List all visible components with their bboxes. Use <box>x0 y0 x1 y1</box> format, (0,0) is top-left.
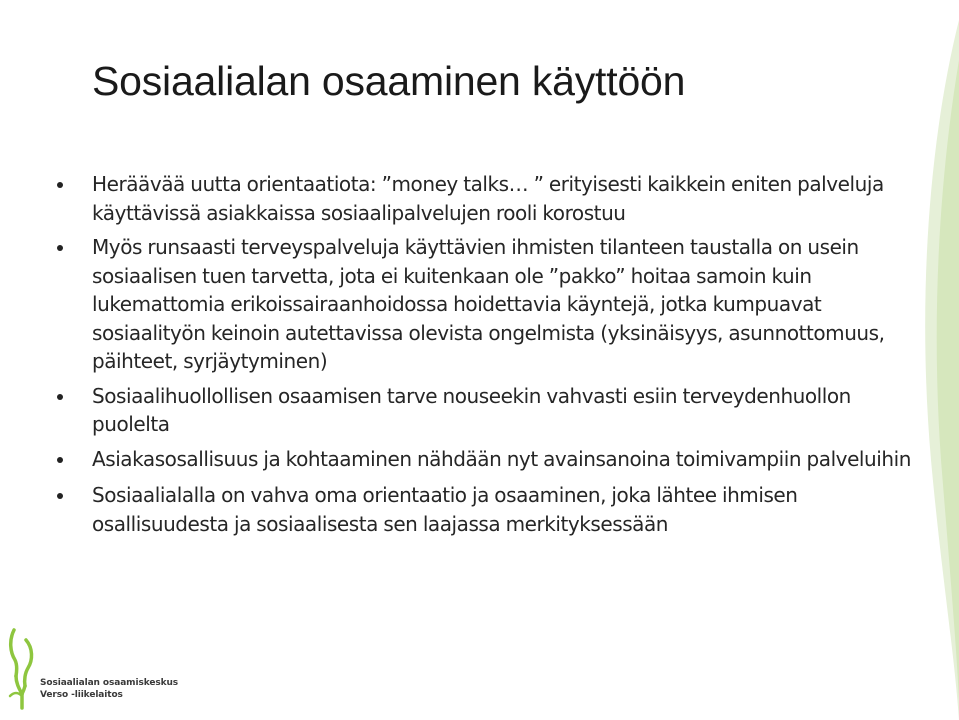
bullet-dot-icon <box>57 457 63 463</box>
bullet-item <box>92 233 912 376</box>
bullet-text: Heräävää uutta orientaatiota: ”money talks… ” erityisesti kaikkein eniten palveluja käyttävissä asiakkaissa sosiaalipalvelujen rooli korostuu <box>92 172 884 225</box>
bullet-item <box>92 382 912 439</box>
bullet-text: Asiakasosallisuus ja kohtaaminen nähdään nyt avainsanoina toimivampiin palveluihin <box>92 446 911 471</box>
bullet-text: Sosiaalialalla on vahva oma orientaatio ja osaaminen, joka lähtee ihmisen osallisuudesta ja sosiaalisesta sen laajassa merkityksessään <box>92 483 798 536</box>
bullet-dot-icon <box>57 182 63 188</box>
bullet-dot-icon <box>57 394 63 400</box>
logo-organization-name: Sosiaalialan osaamiskeskus <box>40 678 179 688</box>
bullet-text: Sosiaalihuollollisen osaamisen tarve nouseekin vahvasti esiin terveydenhuollon puolelta <box>92 383 851 436</box>
bullet-item <box>92 445 912 474</box>
bullet-text: Myös runsaasti terveyspalveluja käyttävien ihmisten tilanteen taustalla on usein sosiaalisen tuen tarvetta, jota ei kuitenkaan ole ”pakko” hoitaa samoin kuin lukemattomia erikoissairaanhoidossa hoidettavia käyntejä, jotka kumpuavat sosiaalityön keinoin autettavissa olevista ongelmista (yksinäisyys, asunnottomuus, päihteet, syrjäytyminen) <box>92 235 885 373</box>
bullet-dot-icon <box>57 493 63 499</box>
sprout-icon <box>6 626 40 710</box>
bullet-dot-icon <box>57 245 63 251</box>
bullet-item <box>92 481 912 538</box>
bullet-list <box>92 170 912 544</box>
bullet-item <box>92 170 912 227</box>
logo-unit-name: Verso -liikelaitos <box>40 690 123 700</box>
organization-logo <box>6 626 186 716</box>
slide-title: Sosiaalialan osaaminen käyttöön <box>92 58 686 104</box>
